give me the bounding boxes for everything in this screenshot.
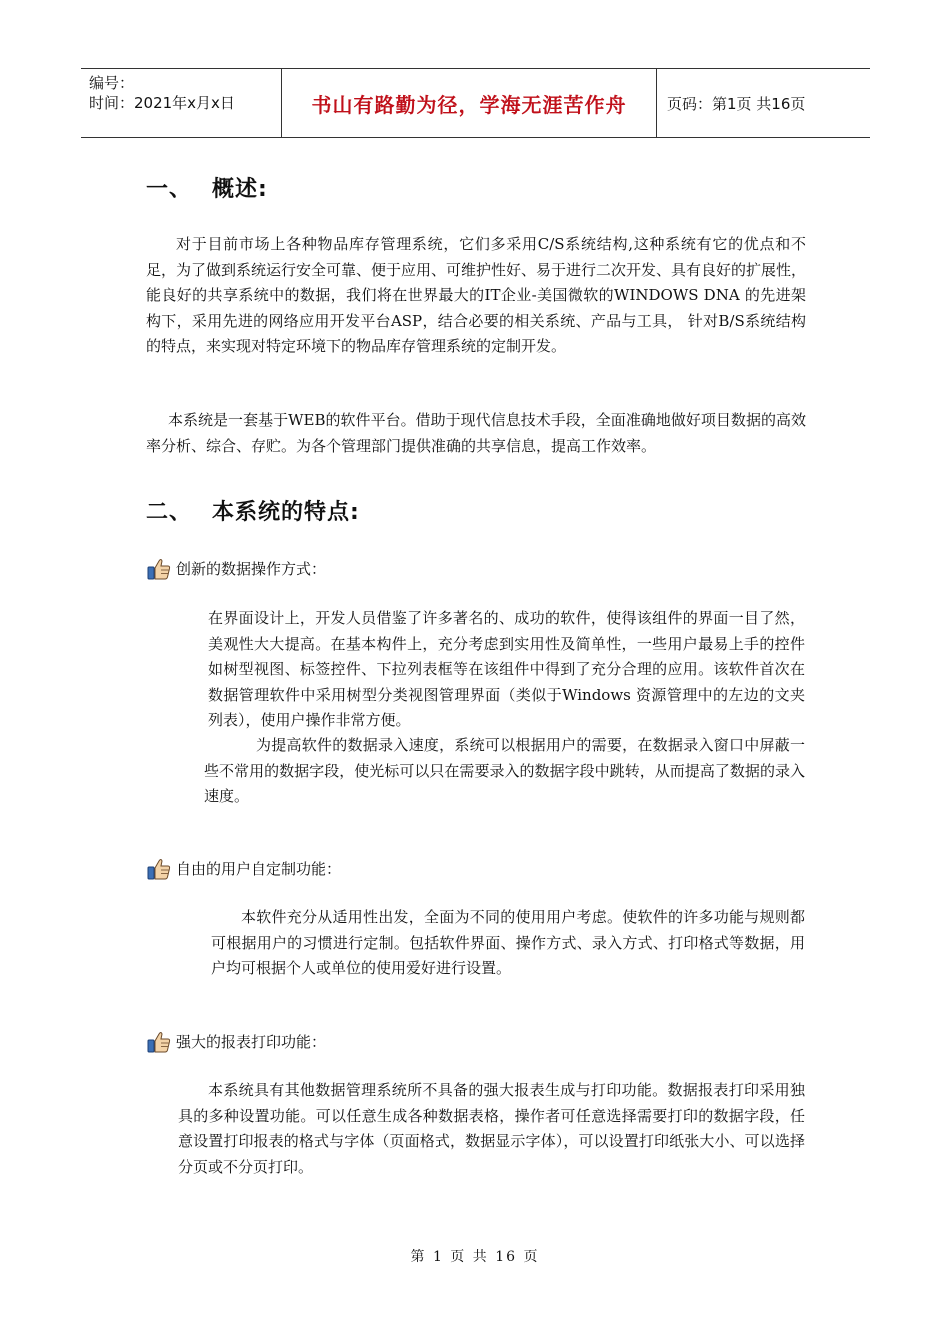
document-date-label: 时间：2021年x月x日 (89, 94, 235, 112)
feature-3-paragraph-1: 本系统具有其他数据管理系统所不具备的强大报表生成与打印功能。数据报表打印采用独具的多种设置功能。可以任意生成各种数据表格，操作者可任意选择需要打印的数据字段，任意设置打印报表的格式与字体（页面格式，数据显示字体），可以设置打印纸张大小、可以选择分页或不分页打印。 (178, 1081, 805, 1176)
section-title: 本系统的特点: (212, 500, 360, 525)
thumbs-up-icon (146, 1029, 172, 1055)
thumbs-up-icon (146, 556, 172, 582)
page-footer: 第 1 页 共 16 页 (410, 1249, 540, 1265)
feature-2-paragraph-1: 本软件充分从适用性出发，全面为不同的使用用户考虑。使软件的许多功能与规则都可根据用户的习惯进行定制。包括软件界面、操作方式、录入方式、打印格式等数据，用户均可根据个人或单位的使用爱好进行设置。 (211, 908, 805, 977)
header-motto: 书山有路勤为径，学海无涯苦作舟 (281, 69, 657, 137)
feature-title: 自由的用户自定制功能： (176, 860, 342, 878)
feature-title: 创新的数据操作方式： (176, 560, 327, 578)
feature-title: 强大的报表打印功能： (176, 1033, 327, 1051)
thumbs-up-icon (146, 856, 172, 882)
feature-1-paragraph-2: 为提高软件的数据录入速度，系统可以根据用户的需要，在数据录入窗口中屏蔽一些不常用的数据字段，使光标可以只在需要录入的数据字段中跳转，从而提高了数据的录入速度。 (204, 736, 805, 805)
feature-heading (146, 856, 341, 882)
feature-heading (146, 556, 326, 582)
header-left-cell (81, 69, 281, 137)
header-page-label: 页码：第1页 共16页 (667, 94, 806, 113)
section-number: 二、 (146, 500, 193, 525)
feature-1-paragraph-1: 在界面设计上，开发人员借鉴了许多著名的、成功的软件，使得该组件的界面一目了然，美观性大大提高。在基本构件上，充分考虑到实用性及简单性，一些用户最易上手的控件如树型视图、标签控件、下拉列表框等在该组件中得到了充分合理的应用。该软件首次在数据管理软件中采用树型分类视图管理界面（类似于Windows 资源管理中的左边的文夹列表），使用户操作非常方便。 (208, 609, 805, 729)
overview-paragraph-2: 本系统是一套基于WEB的软件平台。借助于现代信息技术手段，全面准确地做好项目数据的高效率分析、综合、存贮。为各个管理部门提供准确的共享信息，提高工作效率。 (146, 411, 806, 455)
section-title: 概述: (212, 177, 268, 202)
section-heading-overview (146, 172, 268, 203)
feature-heading (146, 1029, 326, 1055)
overview-paragraph-1: 对于目前市场上各种物品库存管理系统，它们多采用C/S系统结构,这种系统有它的优点和不足，为了做到系统运行安全可靠、便于应用、可维护性好、易于进行二次开发、具有良好的扩展性，能良好的共享系统中的数据，我们将在世界最大的IT企业-美国微软的WINDOWS DNA 的先进架构下，采用先进的网络应用开发平台ASP，结合必要的相关系统、产品与工具， 针对B/S系统结构的特点，来实现对特定环境下的物品库存管理系统的定制开发。 (146, 235, 807, 355)
section-number: 一、 (146, 177, 193, 202)
section-heading-features (146, 495, 360, 526)
document-number-label: 编号： (89, 74, 135, 92)
page-header (81, 68, 870, 138)
